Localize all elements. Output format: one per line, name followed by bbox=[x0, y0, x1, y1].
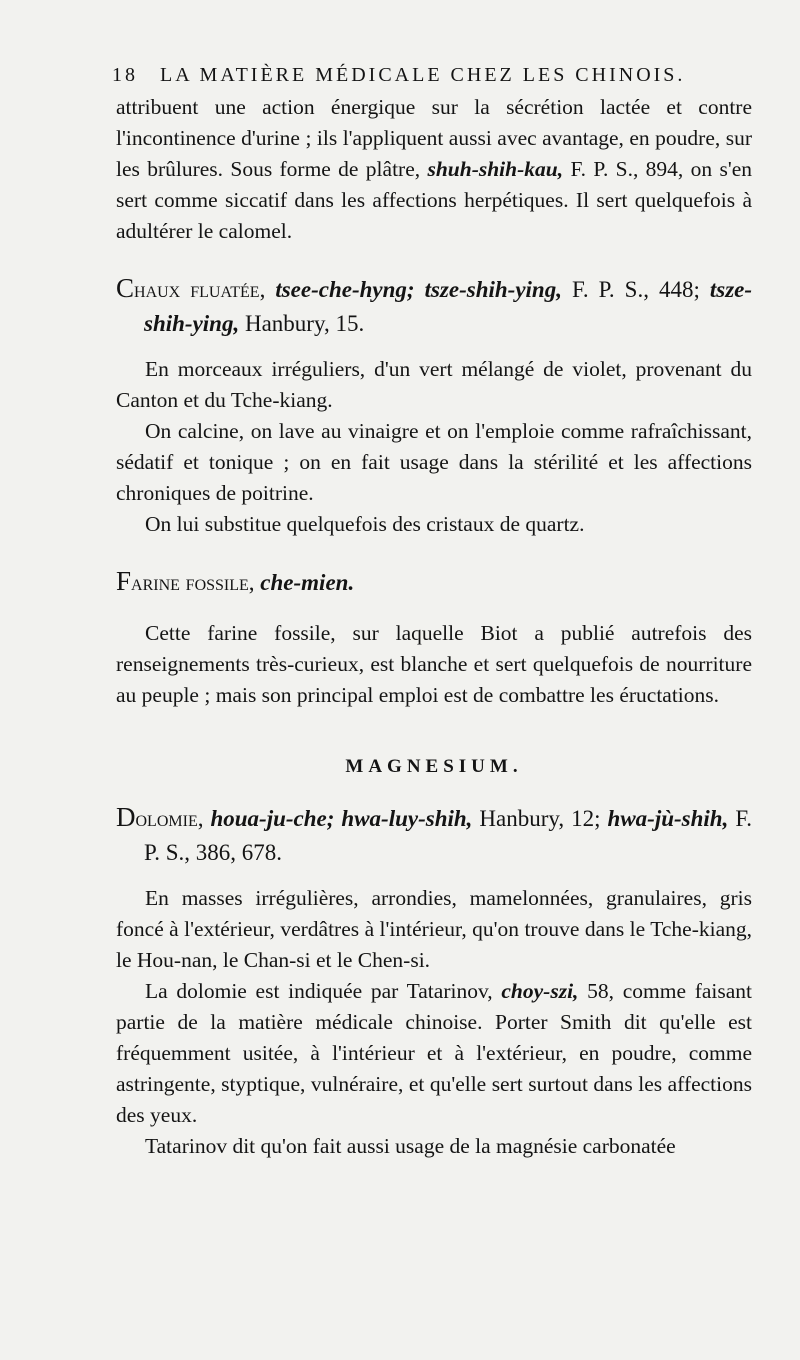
running-title: LA MATIÈRE MÉDICALE CHEZ LES CHINOIS. bbox=[160, 64, 686, 86]
paragraph: En morceaux irréguliers, d'un vert mélangé de violet, provenant du Canton et du Tche-kiang. bbox=[116, 357, 752, 412]
paragraph: Cette farine fossile, sur laquelle Biot a publié autrefois des renseignements très-curieux, est blanche et sert quelquefois de nourriture au peuple ; mais son principal emploi est de combattre les éructations. bbox=[116, 621, 752, 707]
term-choy-szi: choy-szi, bbox=[501, 979, 579, 1003]
term-hwa-ju-shih: hwa-jù-shih, bbox=[607, 806, 729, 831]
entry-heading-dolomie: Dolomie, houa-ju-che; hwa-luy-shih, Hanbury, 12; hwa-jù-shih, F. P. S., 386, 678. bbox=[116, 802, 753, 865]
term-houa-ju-che: houa-ju-che; hwa-luy-shih, bbox=[210, 806, 473, 831]
paragraph-continued: attribuent une action énergique sur la sécrétion lactée et contre l'incontinence d'urine ; ils l'appliquent aussi avec avantage, en poudre, sur les brûlures. Sous forme de plâtre, shuh-shih-kau, F. P. S., 894, on s'en sert comme siccatif dans les affections herpétiques. Il sert quelquefois à adultérer le calomel. bbox=[116, 95, 752, 243]
entry-heading-farine: Farine fossile, che-mien. bbox=[116, 566, 355, 596]
paragraph: La dolomie est indiquée par Tatarinov, choy-szi, 58, comme faisant partie de la matière médicale chinoise. Porter Smith dit qu'elle est fréquemment usitée, à l'intérieur et à l'extérieur, en poudre, comme astringente, styptique, vulnéraire, et qu'elle sert surtout dans les affections des yeux. bbox=[116, 979, 753, 1127]
term-tsze-shih-ying: tsze-shih-ying, bbox=[144, 277, 753, 336]
page-number: 18 bbox=[112, 64, 138, 86]
paragraph: En masses irrégulières, arrondies, mamelonnées, granulaires, gris foncé à l'extérieur, verdâtres à l'intérieur, qu'on trouve dans le Tche-kiang, le Hou-nan, le Chan-si et le Chen-si. bbox=[116, 886, 752, 972]
term-che-mien: che-mien. bbox=[260, 570, 355, 595]
paragraph: On calcine, on lave au vinaigre et on l'emploie comme rafraîchissant, sédatif et tonique ; on en fait usage dans la stérilité et les affections chroniques de poitrine. bbox=[116, 419, 752, 505]
section-title: MAGNESIUM. bbox=[345, 756, 523, 777]
paragraph: Tatarinov dit qu'on fait aussi usage de la magnésie carbonatée bbox=[145, 1134, 676, 1158]
entry-heading-chaux: Chaux fluatée, tsee-che-hyng; tsze-shih-ying, F. P. S., 448; tsze-shih-ying, Hanbury, 15. bbox=[116, 273, 753, 336]
running-header bbox=[112, 64, 752, 87]
term-shuh-shih-kau: shuh-shih-kau, bbox=[427, 157, 564, 181]
page-body bbox=[116, 92, 752, 1162]
paragraph: On lui substitue quelquefois des cristaux de quartz. bbox=[145, 512, 585, 536]
term-tsee-che-hyng: tsee-che-hyng; tsze-shih-ying, bbox=[275, 277, 562, 302]
